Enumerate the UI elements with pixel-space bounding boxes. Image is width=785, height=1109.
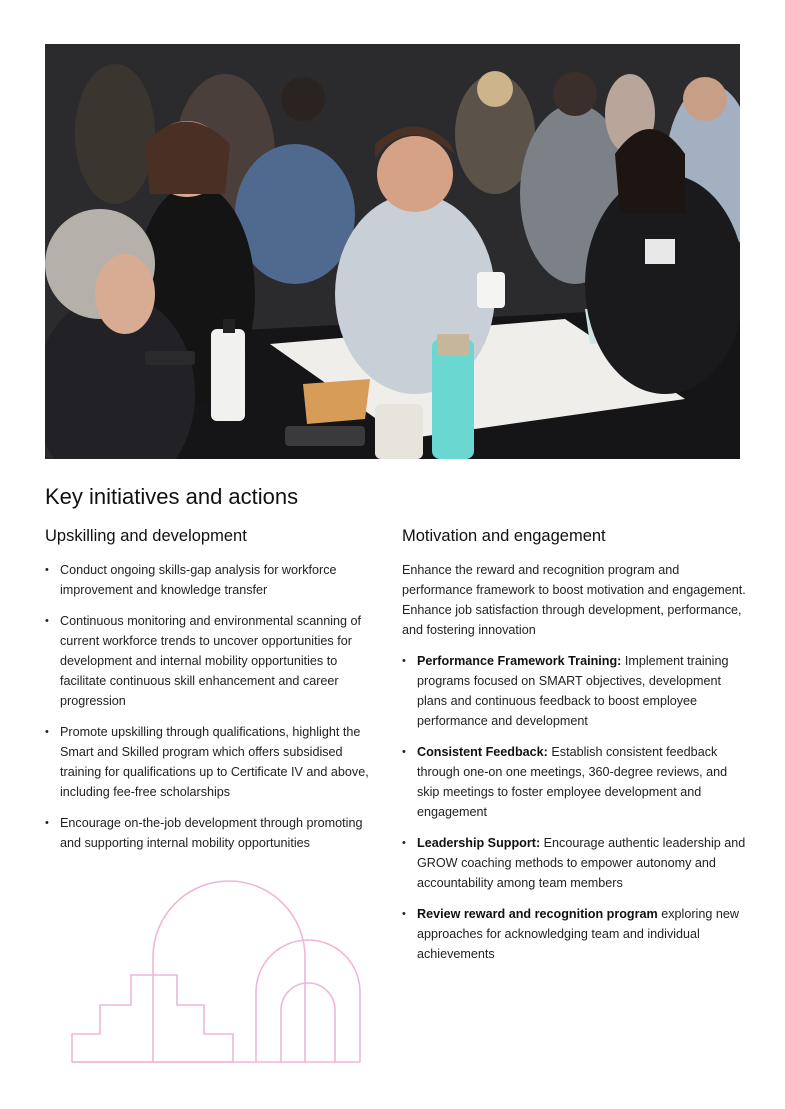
list-item [402, 904, 747, 964]
list-item [402, 651, 747, 731]
motivation-list [402, 651, 747, 964]
list-item-label: Performance Framework Training: [417, 654, 622, 668]
photo-illustration [45, 44, 740, 459]
workshop-photo [45, 44, 740, 459]
list-item-text: Establish consistent feedback through one-on one meetings, 360-degree reviews, and skip meetings to foster employee development and engagement [417, 745, 728, 819]
motivation-section [402, 527, 747, 975]
list-item [402, 833, 747, 893]
list-item [402, 742, 747, 822]
upskilling-list [45, 560, 385, 853]
motivation-title: Motivation and engagement [402, 527, 606, 545]
list-item: • Continuous monitoring and environmental scanning of current workforce trends to uncover opportunities for development and internal mobility opportunities to facilitate continuous skill enhancement and career progression [45, 611, 385, 711]
decorative-arches-graphic [68, 872, 368, 1067]
list-item: • Conduct ongoing skills-gap analysis for workforce improvement and knowledge transfer [45, 560, 385, 600]
page-title: Key initiatives and actions [45, 484, 299, 509]
motivation-intro: Enhance the reward and recognition program and performance framework to boost motivation and engagement. Enhance job satisfaction through development, performance, and fostering innovation [402, 563, 746, 637]
list-item-label: Leadership Support: [417, 836, 541, 850]
list-item-text: Encourage authentic leadership and GROW coaching methods to empower autonomy and accountability among team members [417, 836, 746, 890]
list-item: • Promote upskilling through qualifications, highlight the Smart and Skilled program which offers subsidised training for qualifications up to Certificate IV and above, including fee-free scholarships [45, 722, 385, 802]
list-item-text: exploring new approaches for acknowledging team and individual achievements [417, 907, 739, 961]
upskilling-title: Upskilling and development [45, 527, 247, 545]
list-item-label: Consistent Feedback: [417, 745, 548, 759]
list-item: • Encourage on-the-job development through promoting and supporting internal mobility opportunities [45, 813, 385, 853]
upskilling-section [45, 527, 385, 864]
list-item-text: Implement training programs focused on SMART objectives, development plans and continuous feedback to boost employee performance and development [417, 654, 729, 728]
list-item-label: Review reward and recognition program [417, 907, 658, 921]
